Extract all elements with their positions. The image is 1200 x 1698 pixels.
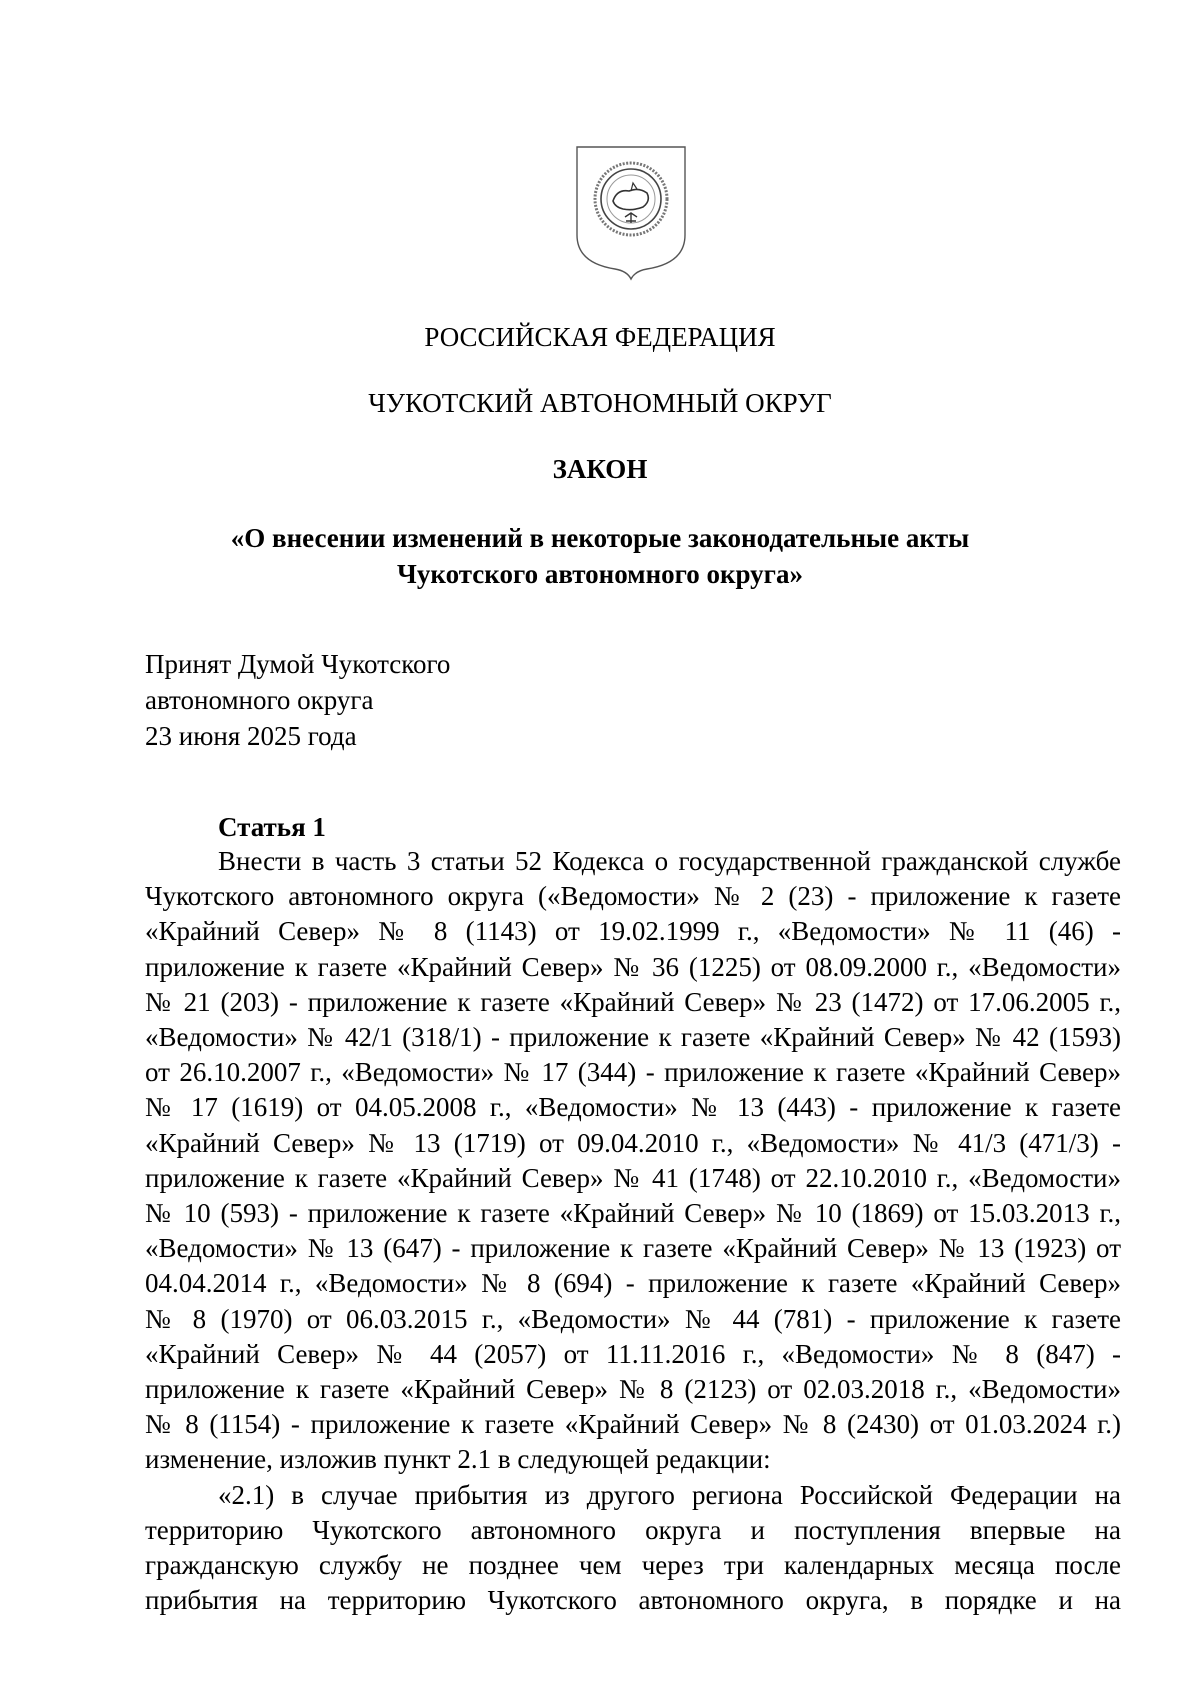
- body-line: «Крайний Север» № 8 (1143) от 19.02.1999 г., «Ведомости» № 11 (46) -: [145, 916, 1121, 947]
- body-line: № 8 (1154) - приложение к газете «Крайний Север» № 8 (2430) от 01.03.2024 г.): [145, 1409, 1121, 1440]
- body-line: № 10 (593) - приложение к газете «Крайний Север» № 10 (1869) от 15.03.2013 г.,: [145, 1198, 1121, 1229]
- adoption-date: 23 июня 2025 года: [145, 721, 357, 751]
- body-line: «Ведомости» № 13 (647) - приложение к газете «Крайний Север» № 13 (1923) от: [145, 1233, 1121, 1264]
- body-line: приложение к газете «Крайний Север» № 36 (1225) от 08.09.2000 г., «Ведомости»: [145, 951, 1121, 982]
- body-line: № 17 (1619) от 04.05.2008 г., «Ведомости» № 13 (443) - приложение к газете: [145, 1092, 1121, 1123]
- body-line: приложение к газете «Крайний Север» № 8 (2123) от 02.03.2018 г., «Ведомости»: [145, 1374, 1121, 1405]
- region-heading: ЧУКОТСКИЙ АВТОНОМНЫЙ ОКРУГ: [368, 388, 832, 418]
- body-line: от 26.10.2007 г., «Ведомости» № 17 (344) - приложение к газете «Крайний Север»: [145, 1057, 1121, 1088]
- body-line: «Ведомости» № 42/1 (318/1) - приложение к газете «Крайний Север» № 42 (1593): [145, 1022, 1121, 1053]
- adoption-line: автономного округа: [145, 685, 374, 715]
- body-line: территорию Чукотского автономного округа и поступления впервые на: [145, 1514, 1121, 1545]
- body-line: 04.04.2014 г., «Ведомости» № 8 (694) - приложение к газете «Крайний Север»: [145, 1268, 1121, 1299]
- body-line: № 8 (1970) от 06.03.2015 г., «Ведомости» № 44 (781) - приложение к газете: [145, 1303, 1121, 1334]
- adoption-info: [145, 646, 450, 754]
- body-line: «Крайний Север» № 13 (1719) от 09.04.2010 г., «Ведомости» № 41/3 (471/3) -: [145, 1127, 1121, 1158]
- country-heading: РОССИЙСКАЯ ФЕДЕРАЦИЯ: [424, 322, 776, 352]
- law-title-line: Чукотского автономного округа»: [397, 559, 803, 589]
- body-line: прибытия на территорию Чукотского автономного округа, в порядке и на: [145, 1585, 1121, 1616]
- body-line: гражданскую службу не позднее чем через три календарных месяца после: [145, 1550, 1121, 1581]
- body-line: изменение, изложив пункт 2.1 в следующей редакции:: [145, 1444, 771, 1475]
- article-heading: Статья 1: [218, 812, 326, 842]
- body-line: «Крайний Север» № 44 (2057) от 11.11.2016 г., «Ведомости» № 8 (847) -: [145, 1338, 1121, 1369]
- body-line: Внести в часть 3 статьи 52 Кодекса о государственной гражданской службе: [218, 846, 1121, 876]
- body-line: Чукотского автономного округа («Ведомости» № 2 (23) - приложение к газете: [145, 881, 1121, 912]
- article-body: [145, 844, 1121, 1618]
- law-title-line: «О внесении изменений в некоторые законодательные акты: [230, 523, 970, 553]
- coat-of-arms-emblem: [573, 143, 689, 281]
- adoption-line: Принят Думой Чукотского: [145, 649, 451, 679]
- body-line: «2.1) в случае прибытия из другого региона Российской Федерации на: [218, 1479, 1121, 1510]
- law-title: [0, 520, 1200, 592]
- body-line: приложение к газете «Крайний Север» № 41 (1748) от 22.10.2010 г., «Ведомости»: [145, 1162, 1121, 1193]
- document-type-heading: ЗАКОН: [552, 454, 648, 484]
- body-line: № 21 (203) - приложение к газете «Крайний Север» № 23 (1472) от 17.06.2005 г.,: [145, 986, 1121, 1017]
